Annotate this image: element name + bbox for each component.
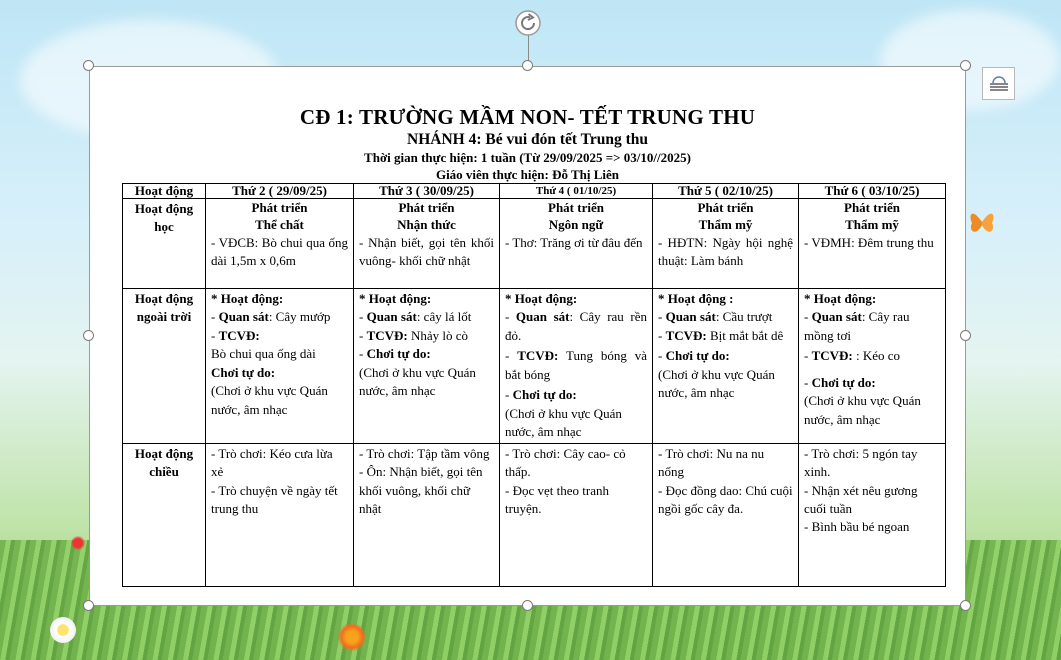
cell-line: - Bình bầu bé ngoan xyxy=(804,519,910,535)
free-play-label: Chơi tự do: xyxy=(665,348,730,364)
resize-handle-right[interactable] xyxy=(960,330,971,341)
cell-line: - Nhận xét nêu gương cuối tuần xyxy=(804,482,918,516)
header-friday: Thứ 6 ( 03/10/25) xyxy=(799,184,946,199)
cell-line: - Trò chơi: Tập tầm vông xyxy=(359,445,490,461)
cell-heading: * Hoạt động: xyxy=(359,291,432,306)
cell-text: - HĐTN: Ngày hội nghệ thuật: Làm bánh xyxy=(658,234,793,269)
cell-text: - Nhận biết, gọi tên khối vuông- khối chữ nhật xyxy=(359,234,494,269)
observe-label: Quan sát xyxy=(366,309,417,325)
free-play-label: Chơi tự do: xyxy=(366,346,431,362)
domain-line: Phát triển xyxy=(844,200,900,215)
cell-line: - Trò chuyện về ngày tết trung thu xyxy=(211,482,338,516)
table-header-row xyxy=(123,184,946,199)
domain-line: Phát triển xyxy=(398,200,455,215)
table-row xyxy=(123,443,946,586)
table-cell xyxy=(500,443,653,586)
cell-text: - VĐMH: Đêm trung thu xyxy=(804,234,934,250)
cell-line: - Trò chơi: Kéo cưa lừa xẻ xyxy=(211,445,333,480)
plan-teacher: Giáo viên thực hiện: Đỗ Thị Liên xyxy=(435,167,620,182)
rotate-handle-icon[interactable] xyxy=(514,9,542,37)
observe-text: : Cây rau rền đỏ. xyxy=(505,309,647,343)
cell-line: - Trò chơi: Cây cao- cỏ thấp. xyxy=(505,445,626,480)
cell-line: - Đọc đồng dao: Chú cuội ngồi gốc cây đa. xyxy=(658,482,793,516)
cell-heading: * Hoạt động : xyxy=(658,291,734,306)
cell-text: - Thơ: Trăng ơi từ đâu đến xyxy=(505,234,643,250)
header-thursday: Thứ 5 ( 02/10/25) xyxy=(653,184,799,199)
free-play-text: (Chơi ở khu vực Quán nước, âm nhạc xyxy=(359,364,476,399)
domain-line: Thẩm mỹ xyxy=(698,216,753,232)
resize-handle-top-right[interactable] xyxy=(960,60,971,71)
header-wednesday: Thứ 4 ( 01/10/25) xyxy=(500,184,653,199)
game-label: TCVĐ: xyxy=(218,327,260,343)
cell-heading: * Hoạt động: xyxy=(804,291,877,306)
table-cell: * Hoạt động: - Quan sát: Cây rau mồng tơi - TCVĐ: : Kéo co - Chơi tự do: (Chơi ở khu vực Quán nước, âm nhạc xyxy=(799,289,946,444)
domain-line: Phát triển xyxy=(251,200,308,215)
table-cell xyxy=(653,443,799,586)
flower-decoration xyxy=(48,615,78,645)
resize-handle-bottom-right[interactable] xyxy=(960,600,971,611)
domain-line: Nhận thức xyxy=(397,216,456,232)
observe-label: Quan sát xyxy=(515,309,570,325)
free-play-text: (Chơi ở khu vực Quán nước, âm nhạc xyxy=(804,393,921,427)
schedule-table xyxy=(122,183,946,587)
observe-text: : cây lá lốt xyxy=(416,309,472,325)
layout-options-button[interactable] xyxy=(982,67,1015,100)
table-cell xyxy=(799,443,946,586)
plan-time: Thời gian thực hiện: 1 tuần (Từ 29/09/2025 => 03/10//2025) xyxy=(364,150,691,165)
game-text: : Kéo co xyxy=(852,348,901,364)
game-text: Bịt mắt bắt dê xyxy=(706,327,784,343)
domain-line: Thẩm mỹ xyxy=(845,216,899,232)
header-monday: Thứ 2 ( 29/09/25) xyxy=(206,184,354,199)
table-row xyxy=(123,199,946,289)
cell-heading: * Hoạt động: xyxy=(505,291,578,306)
game-text: Tung bóng và bắt bóng xyxy=(505,348,647,382)
table-cell xyxy=(799,199,946,289)
game-label: TCVĐ: xyxy=(517,348,559,364)
resize-handle-bottom-left[interactable] xyxy=(83,600,94,611)
game-label: TCVĐ: xyxy=(366,327,408,343)
game-label: TCVĐ: xyxy=(665,327,707,343)
header-activity: Hoạt động xyxy=(123,184,206,199)
free-play-label: Chơi tự do: xyxy=(512,387,577,403)
resize-handle-left[interactable] xyxy=(83,330,94,341)
game-label: TCVĐ: xyxy=(811,348,853,364)
cell-text: - VĐCB: Bò chui qua ống dài 1,5m x 0,6m xyxy=(211,234,348,269)
table-cell xyxy=(354,199,500,289)
header-tuesday: Thứ 3 ( 30/09/25) xyxy=(354,184,500,199)
observe-text: : Cây rau mồng tơi xyxy=(804,309,910,343)
free-play-label: Chơi tự do: xyxy=(811,374,876,390)
observe-label: Quan sát xyxy=(218,309,269,325)
domain-line: Thể chất xyxy=(255,216,304,232)
table-cell: * Hoạt động: - Quan sát: Cây rau rền đỏ. - TCVĐ: Tung bóng và bắt bóng - Chơi tự do: (Chơi ở khu vực Quán nước, âm nhạc xyxy=(500,289,653,444)
cell-line: - Trò chơi: Nu na nu nống xyxy=(658,445,765,480)
resize-handle-top[interactable] xyxy=(522,60,533,71)
domain-line: Phát triển xyxy=(548,200,604,215)
free-play-text: (Chơi ở khu vực Quán nước, âm nhạc xyxy=(505,405,622,440)
plan-subtitle: NHÁNH 4: Bé vui đón tết Trung thu xyxy=(407,131,648,148)
cell-line: - Trò chơi: 5 ngón tay xinh. xyxy=(804,445,918,480)
cell-line: - Đọc vẹt theo tranh truyện. xyxy=(505,482,609,516)
table-cell xyxy=(206,199,354,289)
row-label-afternoon: Hoạt động chiều xyxy=(123,443,206,586)
game-text: Bò chui qua ống dài xyxy=(211,346,316,362)
observe-label: Quan sát xyxy=(665,309,716,325)
table-cell: * Hoạt động: - Quan sát: Cây mướp - TCVĐ: Bò chui qua ống dài Chơi tự do: (Chơi ở khu vực Quán nước, âm nhạc xyxy=(206,289,354,444)
free-play-text: (Chơi ở khu vực Quán nước, âm nhạc xyxy=(211,383,328,417)
row-label-outdoor: Hoạt động ngoài trời xyxy=(123,289,206,444)
free-play-text: (Chơi ở khu vực Quán nước, âm nhạc xyxy=(658,366,775,401)
domain-line: Phát triển xyxy=(697,200,754,215)
observe-label: Quan sát xyxy=(811,309,862,325)
flower-decoration xyxy=(70,535,86,551)
resize-handle-top-left[interactable] xyxy=(83,60,94,71)
table-cell: * Hoạt động: - Quan sát: cây lá lốt - TCVĐ: Nhảy lò cò - Chơi tự do: (Chơi ở khu vực Quán nước, âm nhạc xyxy=(354,289,500,444)
table-cell: * Hoạt động : - Quan sát: Cầu trượt - TCVĐ: Bịt mắt bắt dê - Chơi tự do: (Chơi ở khu vực Quán nước, âm nhạc xyxy=(653,289,799,444)
table-cell xyxy=(206,443,354,586)
table-cell xyxy=(500,199,653,289)
table-cell xyxy=(653,199,799,289)
domain-line: Ngôn ngữ xyxy=(548,216,604,232)
flower-decoration xyxy=(335,620,369,654)
table-cell xyxy=(354,443,500,586)
game-text: Nhảy lò cò xyxy=(407,327,469,343)
layout-options-icon xyxy=(988,74,1010,94)
cell-heading: * Hoạt động: xyxy=(211,291,284,306)
cell-line: - Ôn: Nhận biết, gọi tên khối vuông, khối chữ nhật xyxy=(359,464,483,516)
butterfly-decoration xyxy=(968,205,996,239)
table-row xyxy=(123,289,946,444)
resize-handle-bottom[interactable] xyxy=(522,600,533,611)
lesson-plan-frame[interactable] xyxy=(89,66,966,606)
observe-text: : Cây mướp xyxy=(268,309,331,325)
observe-text: : Cầu trượt xyxy=(715,309,773,325)
plan-title: CĐ 1: TRƯỜNG MẦM NON- TẾT TRUNG THU xyxy=(299,105,756,129)
row-label-study: Hoạt động học xyxy=(123,199,206,289)
free-play-label: Chơi tự do: xyxy=(211,364,276,380)
